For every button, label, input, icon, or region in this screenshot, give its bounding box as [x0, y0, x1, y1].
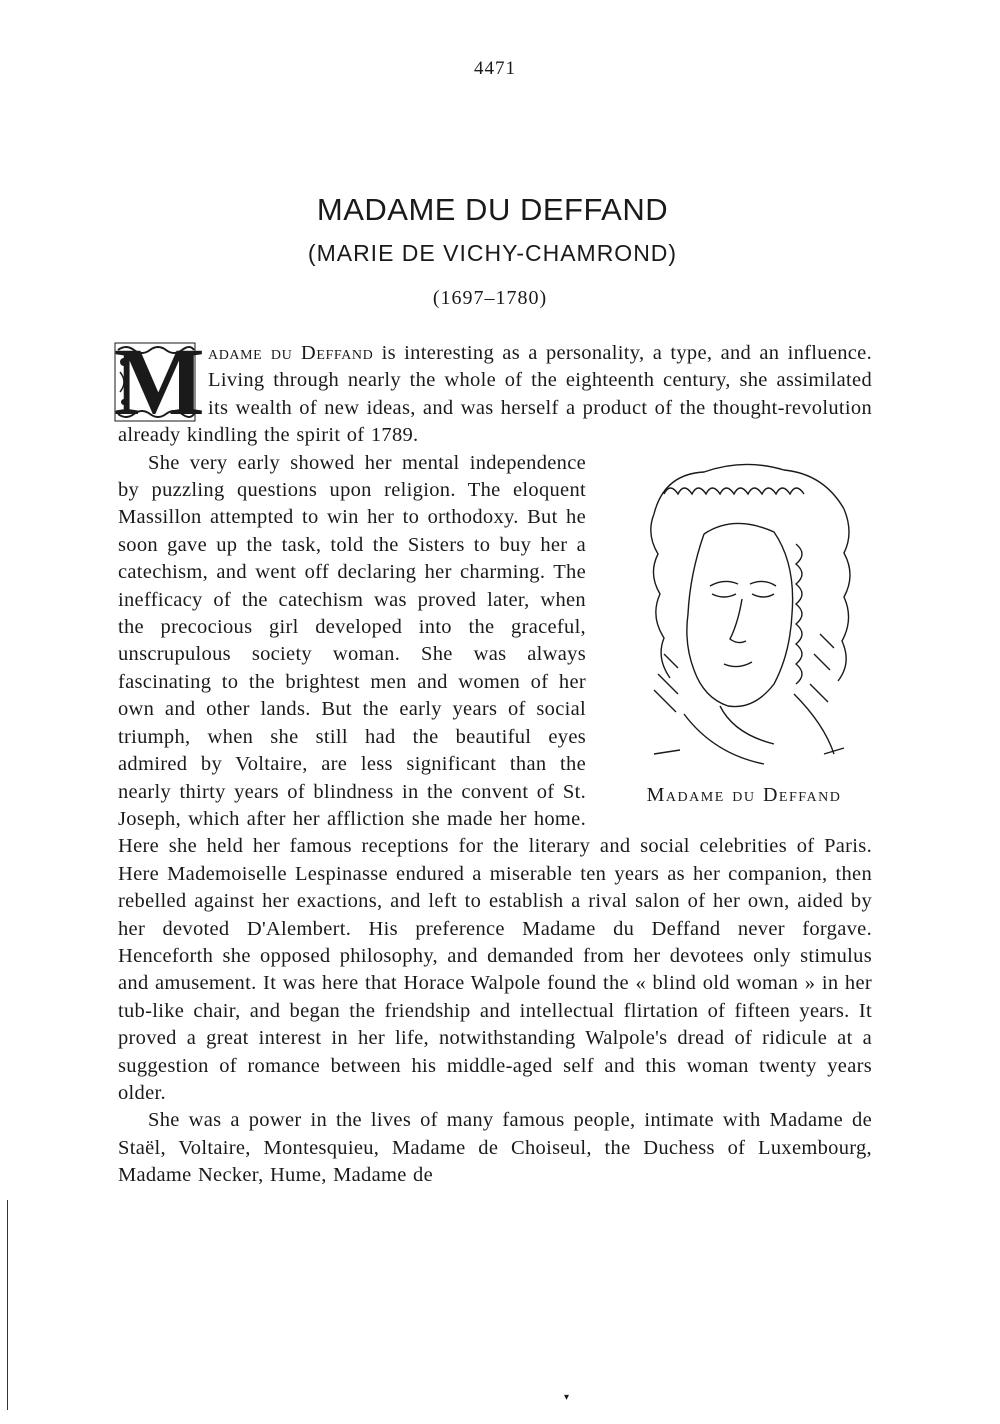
page-subtitle: (MARIE DE VICHY-CHAMROND): [307, 240, 678, 266]
paragraph-1-lead: adame du Deffand: [208, 342, 374, 364]
portrait-engraving-icon: [624, 454, 864, 774]
page-title: MADAME DU DEFFAND: [316, 192, 669, 227]
life-dates: (1697–1780): [432, 287, 548, 309]
portrait-caption: Madame du Deffand: [646, 783, 842, 806]
ornamental-dropcap: [114, 328, 205, 435]
paragraph-2: She very early showed her mental independence by puzzling questions upon religion. The eloquent Massillon attempted to win her to orthodoxy. But he soon gave up the task, told the Sisters to buy her a catechism, and went off declaring her charming. The inefficacy of the catechism was proved later, when the precocious girl developed into the graceful, unscrupulous society woman. She was always fascinating to the brightest men and women of her own and other lands. But the early years of social triumph, when she still had the beautiful eyes admired by Voltaire, are less significant than the nearly thirty years of blindness in the convent of St. Joseph, which after her affliction she made her home. Here she held her famous receptions for the literary and social celebrities of Paris. Here Mademoiselle Lespinasse endured a miserable ten years as her companion, then rebelled against her exactions, and left to establish a rival salon of her own, aided by her devoted D'Alembert. His preference Madame du Deffand never forgave. Henceforth she opposed philosophy, and demanded from her devotees only stimulus and amusement. It was here that Horace Walpole found the « blind old woman » in her tub-like chair, and began the friendship and intellectual flirtation of fifteen years. It proved a great interest in her life, notwithstanding Walpole's dread of ridicule at a suggestion of romance between his middle-aged self and this woman twenty years older.: [118, 451, 872, 1104]
paragraph-3: She was a power in the lives of many famous people, intimate with Madame de Staël, Voltaire, Montesquieu, Madame de Choiseul, the Duchess of Luxembourg, Madame Necker, Hume, Madame de: [118, 1109, 872, 1187]
footer-mark-icon: ▾: [564, 1392, 570, 1403]
page-number: 4471: [474, 58, 516, 79]
margin-rule: [7, 1200, 8, 1410]
paragraph-1: [118, 340, 872, 450]
portrait-figure: [614, 454, 874, 809]
dropcap-letter: M: [114, 328, 205, 435]
article-body: [114, 328, 872, 1190]
paragraph-1-text: is interesting as a personality, a type, and an influence. Living through nearly the whole of the eighteenth century, she assimilated its wealth of new ideas, and was herself a product of the thought-revolution already kindling the spirit of 1789.: [118, 342, 872, 447]
